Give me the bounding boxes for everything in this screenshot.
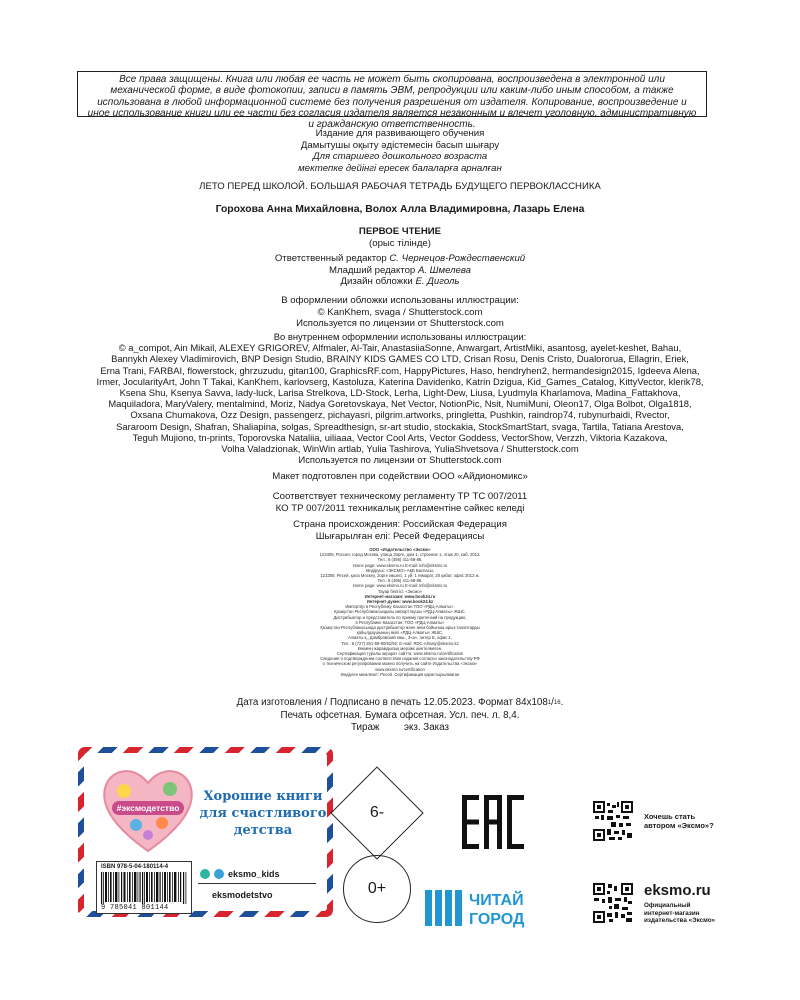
junior-editor: Младший редактор А. Шмелева (329, 264, 471, 276)
inner-license: Используется по лицензии от Shutterstock.com (298, 454, 502, 466)
edition-info (0, 128, 800, 174)
book-title: ПЕРВОЕ ЧТЕНИЕ (358, 226, 442, 237)
eac-mark-icon (462, 795, 524, 849)
imprint-line: Тауар белгісі: «Эксмо» (377, 588, 423, 594)
credit-line: Teguh Mujiono, tn-prints, Toporovska Nataliia, uiliaaa, Vector Cool Arts, Vector Goddess, VectorShow, Verzzh, Viktoria Kazakova, (132, 431, 668, 443)
barcode-icon (101, 872, 187, 904)
print-line-1: Дата изготовления / Подписано в печать 12.05.2023. Формат $84x108^1/16$. (236, 697, 564, 708)
imprint-shop: Интернет-дүкен: www.book24.kz (366, 599, 434, 605)
credit-line: © a_compot, Ain Mikail, ALEXEY GRIGOREV, Alfmaler, Al-Tair, AnastasiiaSonne, Anwargart, ArtistMiki, asantosg, ayelet-keshet, Bahau, (118, 342, 682, 354)
credit-line: Oxsana Chumakova, Ozz Design, passengerz, pichayasri, pilgrim.artworks, pringletta, Pushkin, raindrop74, rubynurbaidi, Rvector, (130, 409, 670, 421)
qr-author-line-2: автором «Эксмо»? (644, 821, 714, 830)
editors-block (0, 253, 800, 288)
layout-credit: Макет подготовлен при содействии ООО «Айдиономикс» (272, 471, 528, 482)
cover-designer: Дизайн обложки Е. Диголь (340, 276, 460, 287)
eksmo-shop-desc (644, 902, 715, 925)
imprint-line: Қазақстан Республикасындағы импорттаушы «РДЦ-Алматы» ЖШС. (334, 609, 466, 615)
imprint-line: Өндіруші: «ЭКСМО» АҚБ Баспасы, (365, 567, 435, 573)
vk-icon (200, 869, 210, 879)
credit-line: Bannykh Alexey Vladimirovich, BNP Design Studio, BRAINY KIDS GAMES CO LTD, Crisan Rosu, Denis Cristo, Dualororua, Ellagrin, Eriek, (111, 353, 689, 365)
qr-code-author-icon[interactable] (593, 801, 633, 841)
imprint-line: Тел.: 8 (495) 411-68-86. (377, 578, 423, 584)
social-handle-text: eksmo_kids (228, 869, 280, 879)
imprint-line: 123308, Россия, город Москва, улица Зорге, дом 1, строение 1, этаж 20, каб. 2013. (319, 552, 481, 558)
regulation-ru: Соответствует техническому регламенту ТР ТС 007/2011 (272, 491, 528, 502)
edition-age-ru: Для старшего дошкольного возраста (312, 151, 488, 162)
chief-editor: Ответственный редактор С. Чернецов-Рождественский (274, 253, 526, 264)
isbn-barcode (96, 861, 192, 914)
imprint-line: Импортёр в Республику Казахстан ТОО «РДЦ-Алматы». (345, 604, 455, 610)
imprint-line: 123308, Ресей, қала Мәскеу, Зорге көшесі, 1 үй, 1 ғимарат, 20 қабат, офис 2013 ж. (320, 573, 480, 579)
cover-illus-line-2: © KanKhem, svaga / Shutterstock.com (317, 306, 483, 318)
imprint-line: в Республике Казахстан: ТОО «РДЦ-Алматы» (355, 619, 445, 625)
imprint-line: Өндірген мемлекет: Ресей. Сертификация қарастырылмаған (340, 671, 460, 677)
origin (0, 519, 800, 542)
authors: Горохова Анна Михайловна, Волох Алла Владимировна, Лазарь Елена (215, 204, 585, 215)
divider (198, 883, 316, 884)
imprint-title: ООО «Издательство «Эксмо» (369, 547, 431, 552)
promo-site: eksmodetstvo (212, 890, 273, 900)
imprint-line: Home page: www.eksmo.ru E-mail: info@eksmo.ru (352, 562, 448, 568)
book-subtitle: (орыс тілінде) (369, 237, 431, 249)
shop-desc-line-1: Официальный (644, 902, 691, 909)
chitai-gorod-logo (425, 888, 560, 928)
eksmo-shop-title[interactable]: eksmo.ru (644, 882, 711, 899)
credit-line: Erna Trani, FARBAI, flowerstock, ghrzuzudu, gitan100, GraphicsRF.com, HappyPictures, Haso, hendryhen2, hermandesign2015, Igdeeva Alena, (100, 364, 700, 376)
shop-desc-line-2: интернет-магазин (644, 909, 700, 917)
credit-line: Volha Valadzionak, WinWin artlab, Yulia Tashirova, YuliaShvetsova / Shutterstock.com (221, 443, 579, 455)
origin-kz: Шығарылған елі: Ресей Федерациясы (315, 530, 485, 542)
inner-illus-heading: Во внутреннем оформлении использованы иллюстрации: (273, 331, 527, 342)
print-line-2: Печать офсетная. Бумага офсетная. Усл. печ. л. 8,4. (280, 709, 520, 721)
edition-type-ru: Издание для развивающего обучения (315, 128, 485, 139)
credit-line: Ksena Shu, Ksenya Savva, lady-luck, Larisa Strelkova, LD-Stock, Lerha, Light-Dew, Liusa, Lyudmyla Kharlamova, Madina_Fattakhova, (119, 387, 681, 399)
imprint-line: Дистрибьютор и представитель по приему претензий на продукцию, (333, 614, 467, 620)
imprint-line: Сертификация туралы ақпарат сайтта: www.eksmo.ru/certification (336, 651, 464, 657)
print-info (0, 697, 800, 735)
copyright-notice: Все права защищены. Книга или любая ее часть не может быть скопирована, воспроизведена в электронной или механической форме, в виде фотокопии, записи в память ЭВМ, репродукции или каким-либо иным способом, а также использована в любой информационной системе без получения разрешения от издателя. Копирование, воспроизведение и иное использование книги или ее части без согласия издателя является незаконным и влечет уголовную, административную и гражданскую ответственность. (77, 71, 707, 117)
telegram-icon (214, 869, 224, 879)
credit-line: Maquiladora, MaryValery, mentalmind, Moriz, Nadya Goretovskaya, Net Vector, NotionPic, Nsit, NumiMuni, Oleon17, Olga Bolbot, Olga1818, (108, 398, 692, 410)
imprint-shop: Интернет-магазин: www.book24.ru (364, 593, 436, 599)
chitai-line-2: ГОРОД (469, 911, 525, 928)
qr-author-line-1: Хочешь стать (644, 812, 696, 821)
title-block (0, 226, 800, 249)
imprint-line: Қазақстан Республикасында дистрибьютор және өнім бойынша арыз-талаптарды (320, 625, 480, 631)
cover-illus-line-1: В оформлении обложки использованы иллюстрации: (281, 295, 519, 306)
imprint-line: www.eksmo.ru/certification (375, 666, 425, 672)
imprint-line: Home page: www.eksmo.ru E-mail: info@eksmo.ru (352, 583, 448, 589)
credit-line: Irmer, JocularityArt, John T Takai, KanKhem, karlovserg, Kastoluza, Katerina Davidenko, Katrin Dzigua, Kid_Games_Catalog, KittyVector, klerik78, (96, 375, 704, 387)
imprint-line: Алматы қ., Домбровский көш., 3«а», литер Б, офис 1. (348, 635, 452, 641)
inner-illustrations (0, 331, 800, 465)
promo-title: Хорошие книги для счастливого детства (199, 789, 327, 838)
imprint-line: Тел.: 8 (495) 411-68-86. (377, 557, 423, 563)
shop-desc-line-3: издательства «Эксмо» (644, 917, 716, 925)
imprint-line: Сведения о подтверждении соответствия издания согласно законодательству РФ (320, 656, 480, 662)
origin-ru: Страна происхождения: Российская Федерация (293, 519, 507, 530)
series-title: ЛЕТО ПЕРЕД ШКОЛОЙ. БОЛЬШАЯ РАБОЧАЯ ТЕТРАДЬ БУДУЩЕГО ПЕРВОКЛАССНИКА (199, 181, 601, 192)
imprint-line: қабылдаушының өкілі «РДЦ-Алматы» ЖШС, (356, 630, 444, 636)
age-mark-6: 6- (369, 804, 385, 821)
credit-line: Sararoom Design, Shafran, Shaliapina, solgas, Spreadthesign, sr-art studio, stockakia, StockSmartStart, svaga, Tartila, Tatiana Arestova, (116, 420, 684, 432)
age-mark-0plus: 0+ (343, 855, 411, 923)
chitai-line-1: ЧИТАЙ (469, 892, 524, 909)
isbn-text: ISBN 978-5-04-180114-4 (101, 864, 169, 870)
imprint-line: Тел.: 8 (727) 251-59-90/91/92; E-mail: RDC-Almaty@eksmo.kz (341, 640, 459, 646)
heart-label: #эксмодетство (116, 803, 180, 813)
social-handle (200, 869, 280, 879)
cover-illus-line-3: Используется по лицензии от Shutterstock.com (296, 318, 504, 329)
edition-type-kz: Дамытушы оқыту әдістемесін басып шығару (300, 139, 500, 151)
print-line-3: Тираж экз. Заказ (350, 722, 449, 733)
imprint-line: о техническом регулировании можно получить на сайте Издательства «Эксмо» (322, 661, 478, 667)
regulation-kz: КО ТР 007/2011 техникалық регламентіне сәйкес келеді (275, 502, 525, 514)
imprint-small (0, 547, 800, 677)
heart-illustration (98, 761, 198, 855)
barcode-digits: 9 785041 801144 (101, 904, 169, 912)
qr-code-shop-icon[interactable] (593, 883, 633, 923)
regulation (0, 491, 800, 514)
qr-author-caption (644, 812, 714, 830)
imprint-line: Өнімнің жарамдылық мерзімі шектелмеген. (357, 645, 443, 651)
edition-age-kz: мектепке дейінгі ересек балаларға арналған (298, 162, 502, 174)
promo-envelope (78, 747, 333, 917)
cover-illustrations (0, 295, 800, 330)
